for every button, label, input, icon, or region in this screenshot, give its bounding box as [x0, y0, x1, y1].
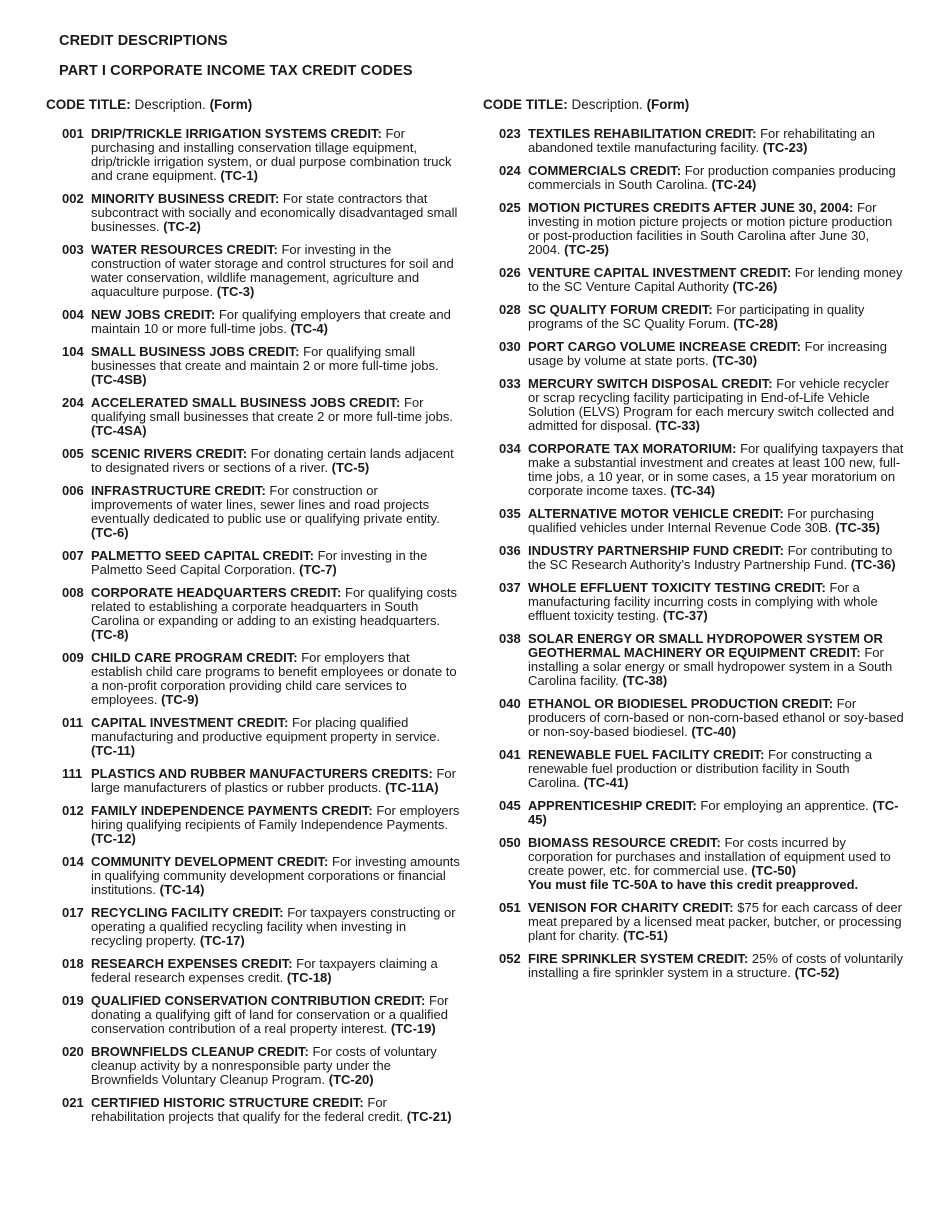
credit-body: [91, 804, 460, 846]
credit-entry: [62, 447, 460, 475]
credit-body: [528, 581, 904, 623]
credit-description: For taxpayers constructing or operating a qualified recycling facility when investing in recycling property.: [91, 905, 456, 948]
credit-form: (TC-38): [622, 673, 668, 688]
credit-form: (TC-36): [850, 557, 896, 572]
credit-title: TEXTILES REHABILITATION CREDIT:: [528, 126, 757, 141]
credit-code: 002: [62, 191, 84, 206]
credit-description: For state contractors that subcontract with socially and economically disadvantaged small businesses.: [91, 191, 458, 234]
credit-description: For placing qualified manufacturing and productive equipment property in service.: [91, 715, 441, 744]
credit-body: [91, 484, 460, 540]
credit-code: 017: [62, 905, 84, 920]
credit-body: [91, 447, 460, 475]
credit-entry: [499, 748, 904, 790]
credit-code: 012: [62, 803, 84, 818]
credit-form: (TC-40): [691, 724, 737, 739]
credit-description: For qualifying small businesses that create 2 or more full-time jobs.: [91, 395, 453, 424]
credit-body: [528, 748, 904, 790]
credit-form: (TC-11A): [385, 780, 439, 795]
credit-description: For participating in quality programs of the SC Quality Forum.: [528, 302, 865, 331]
credit-form: (TC-23): [762, 140, 808, 155]
credit-entry: [499, 164, 904, 192]
credit-title: INDUSTRY PARTNERSHIP FUND CREDIT:: [528, 543, 784, 558]
credit-code: 006: [62, 483, 84, 498]
credit-body: [528, 952, 904, 980]
credit-form: (TC-50): [751, 863, 797, 878]
credit-form: (TC-2): [163, 219, 201, 234]
credit-code: 040: [499, 696, 521, 711]
credit-body: [91, 994, 460, 1036]
credit-body: [91, 127, 460, 183]
credit-body: [528, 507, 904, 535]
credit-title: RECYCLING FACILITY CREDIT:: [91, 905, 284, 920]
credit-description: For qualifying employers that create and maintain 10 or more full-time jobs.: [91, 307, 451, 336]
credit-title: CERTIFIED HISTORIC STRUCTURE CREDIT:: [91, 1095, 364, 1110]
credit-entry: [499, 127, 904, 155]
credit-description: For employers that establish child care programs to benefit employees or donate to a non-profit corporation providing child care services to employees.: [91, 650, 457, 707]
credit-body: [528, 377, 904, 433]
credit-body: [91, 767, 460, 795]
credit-body: [91, 396, 460, 438]
credit-title: COMMERCIALS CREDIT:: [528, 163, 682, 178]
credit-description: For qualifying taxpayers that make a substantial investment and creates at least 100 new, full-time jobs, a 10 year, or in some cases, a 15 year moratorium on corporate income taxes.: [528, 441, 904, 498]
credit-entry: [62, 586, 460, 642]
credit-title: PLASTICS AND RUBBER MANUFACTURERS CREDITS:: [91, 766, 433, 781]
credit-code: 021: [62, 1095, 84, 1110]
credit-form: (TC-17): [199, 933, 245, 948]
credit-description: For investing in motion picture projects or motion picture production or post-production facilities in South Carolina after June 30, 2004.: [528, 200, 893, 257]
credit-body: [91, 549, 460, 577]
credit-body: [528, 836, 904, 892]
credit-entry: [499, 799, 904, 827]
credit-title: ACCELERATED SMALL BUSINESS JOBS CREDIT:: [91, 395, 401, 410]
credit-title: WHOLE EFFLUENT TOXICITY TESTING CREDIT:: [528, 580, 826, 595]
credit-title: DRIP/TRICKLE IRRIGATION SYSTEMS CREDIT:: [91, 126, 382, 141]
credit-code: 014: [62, 854, 84, 869]
credit-description: For lending money to the SC Venture Capital Authority: [528, 265, 903, 294]
credit-body: [528, 901, 904, 943]
credit-form: (TC-28): [733, 316, 778, 331]
credit-code: 037: [499, 580, 521, 595]
credit-description: For increasing usage by volume at state ports.: [528, 339, 888, 368]
credit-list-right: [499, 127, 904, 980]
credit-title: SOLAR ENERGY OR SMALL HYDROPOWER SYSTEM OR GEOTHERMAL MACHINERY OR EQUIPMENT CREDIT:: [528, 631, 883, 660]
credit-entry: [62, 308, 460, 336]
credit-title: COMMUNITY DEVELOPMENT CREDIT:: [91, 854, 329, 869]
credit-description: For investing in the construction of water storage and control structures for soil and water conservation, wildlife management, agriculture and aquaculture purpose.: [91, 242, 454, 299]
credit-form: (TC-52): [794, 965, 840, 980]
credit-description: For employing an apprentice.: [700, 798, 869, 813]
credit-list-left: [62, 127, 460, 1124]
credit-title: RESEARCH EXPENSES CREDIT:: [91, 956, 293, 971]
credit-description: For a manufacturing facility incurring costs in complying with whole effluent toxicity testing.: [528, 580, 878, 623]
credit-entry: [499, 340, 904, 368]
credit-description: For rehabilitating an abandoned textile manufacturing facility.: [528, 126, 875, 155]
credit-description: For purchasing qualified vehicles under Internal Revenue Code 30B.: [528, 506, 875, 535]
credit-body: [528, 127, 904, 155]
credit-form: (TC-4SA): [91, 423, 147, 438]
credit-body: [91, 243, 460, 299]
credit-description: For constructing a renewable fuel production or distribution facility in South Carolina.: [528, 747, 873, 790]
credit-title: CORPORATE HEADQUARTERS CREDIT:: [91, 585, 342, 600]
credit-form: (TC-5): [331, 460, 370, 475]
credit-body: [91, 716, 460, 758]
credit-title: PORT CARGO VOLUME INCREASE CREDIT:: [528, 339, 802, 354]
credit-description: For contributing to the SC Research Authority’s Industry Partnership Fund.: [528, 543, 893, 572]
credit-title: PALMETTO SEED CAPITAL CREDIT:: [91, 548, 314, 563]
credit-entry: [62, 1045, 460, 1087]
credit-form: (TC-9): [161, 692, 199, 707]
credit-description: $75 for each carcass of deer meat prepared by a licensed meat packer, butcher, or processing plant for charity.: [528, 900, 902, 943]
credit-entry: [62, 855, 460, 897]
credit-title: CAPITAL INVESTMENT CREDIT:: [91, 715, 289, 730]
credit-description: For investing in the Palmetto Seed Capital Corporation.: [91, 548, 428, 577]
credit-form: (TC-37): [662, 608, 708, 623]
credit-description: For installing a solar energy or small hydropower system in a South Carolina facility.: [528, 645, 893, 688]
credit-code: 051: [499, 900, 521, 915]
column-heading-right: [483, 97, 689, 112]
credit-body: [528, 544, 904, 572]
description-label: Description.: [571, 97, 643, 112]
credit-description: For donating certain lands adjacent to designated rivers or sections of a river.: [91, 446, 454, 475]
credit-code: 001: [62, 126, 84, 141]
credit-body: [91, 957, 460, 985]
credit-title: WATER RESOURCES CREDIT:: [91, 242, 278, 257]
credit-entry: [62, 484, 460, 540]
credit-title: RENEWABLE FUEL FACILITY CREDIT:: [528, 747, 765, 762]
credit-description: For purchasing and installing conservation tillage equipment, drip/trickle irrigation system, or dual purpose combination truck and crane equipment.: [91, 126, 452, 183]
credit-form: (TC-6): [91, 525, 129, 540]
credit-entry: [499, 901, 904, 943]
credit-title: MERCURY SWITCH DISPOSAL CREDIT:: [528, 376, 773, 391]
credit-description: For rehabilitation projects that qualify for the federal credit.: [91, 1095, 404, 1124]
credit-entry: [499, 581, 904, 623]
credit-form: (TC-4SB): [91, 372, 147, 387]
credit-body: [528, 164, 904, 192]
credit-code: 050: [499, 835, 521, 850]
credit-entry: [499, 507, 904, 535]
credit-body: [528, 201, 904, 257]
credit-title: VENISON FOR CHARITY CREDIT:: [528, 900, 734, 915]
credit-body: [91, 345, 460, 387]
credit-entry: [62, 994, 460, 1036]
credit-body: [528, 266, 904, 294]
credit-code: 204: [62, 395, 84, 410]
credit-description: For investing amounts in qualifying community development corporations or financial institutions.: [91, 854, 460, 897]
credit-form: (TC-12): [91, 831, 136, 846]
credit-code: 025: [499, 200, 521, 215]
credit-code: 023: [499, 126, 521, 141]
credit-code: 035: [499, 506, 521, 521]
credit-body: [91, 1096, 460, 1124]
credit-code: 030: [499, 339, 521, 354]
credit-form: (TC-33): [655, 418, 700, 433]
credit-title: SC QUALITY FORUM CREDIT:: [528, 302, 713, 317]
credit-title: SMALL BUSINESS JOBS CREDIT:: [91, 344, 300, 359]
credit-title: SCENIC RIVERS CREDIT:: [91, 446, 248, 461]
credit-title: CORPORATE TAX MORATORIUM:: [528, 441, 737, 456]
credit-form: (TC-7): [299, 562, 337, 577]
credit-title: QUALIFIED CONSERVATION CONTRIBUTION CREDIT:: [91, 993, 426, 1008]
credit-code: 018: [62, 956, 84, 971]
credit-title: MINORITY BUSINESS CREDIT:: [91, 191, 280, 206]
credit-description: For construction or improvements of water lines, sewer lines and road projects eventually dedicated to public use or qualifying private entity.: [91, 483, 440, 526]
credit-code: 003: [62, 242, 84, 257]
credit-entry: [62, 716, 460, 758]
credit-entry: [62, 1096, 460, 1124]
credit-form: (TC-25): [564, 242, 609, 257]
credit-form: (TC-4): [290, 321, 328, 336]
credit-note: You must file TC-50A to have this credit preapproved.: [528, 877, 859, 892]
form-label: (Form): [209, 97, 253, 112]
credit-code: 033: [499, 376, 521, 391]
credit-title: APPRENTICESHIP CREDIT:: [528, 798, 697, 813]
credit-entry: [62, 345, 460, 387]
credit-description: For large manufacturers of plastics or rubber products.: [91, 766, 456, 795]
credit-form: (TC-14): [159, 882, 205, 897]
credit-body: [91, 651, 460, 707]
credit-entry: [499, 544, 904, 572]
credit-body: [528, 799, 904, 827]
credit-code: 104: [62, 344, 84, 359]
credit-form: (TC-18): [286, 970, 332, 985]
credit-description: For qualifying costs related to establishing a corporate headquarters in South Carolina or expanding or adding to an existing headquarters.: [91, 585, 458, 628]
credit-entry: [62, 396, 460, 438]
credit-form: (TC-3): [216, 284, 255, 299]
credit-code: 008: [62, 585, 84, 600]
credit-entry: [499, 632, 904, 688]
credit-form: (TC-51): [623, 928, 668, 943]
credit-entry: [499, 952, 904, 980]
section-title: PART I CORPORATE INCOME TAX CREDIT CODES: [59, 63, 413, 79]
credit-entry: [62, 767, 460, 795]
credit-entry: [499, 201, 904, 257]
credit-entry: [62, 549, 460, 577]
credit-description: For costs of voluntary cleanup activity by a nonresponsible party under the Brownfields Voluntary Cleanup Program.: [91, 1044, 437, 1087]
credit-code: 009: [62, 650, 84, 665]
credit-entry: [499, 266, 904, 294]
credit-code: 028: [499, 302, 521, 317]
credit-entry: [62, 804, 460, 846]
credit-code: 019: [62, 993, 84, 1008]
credit-entry: [62, 243, 460, 299]
credit-body: [528, 632, 904, 688]
credit-body: [91, 855, 460, 897]
credit-form: (TC-30): [712, 353, 758, 368]
credit-form: (TC-11): [91, 743, 136, 758]
credit-body: [91, 906, 460, 948]
credit-entry: [499, 377, 904, 433]
credit-title: FAMILY INDEPENDENCE PAYMENTS CREDIT:: [91, 803, 373, 818]
credit-form: (TC-26): [732, 279, 778, 294]
code-title-label: CODE TITLE:: [483, 97, 568, 112]
credit-code: 111: [62, 766, 83, 781]
credit-form: (TC-1): [220, 168, 258, 183]
credit-entry: [62, 127, 460, 183]
credit-title: FIRE SPRINKLER SYSTEM CREDIT:: [528, 951, 749, 966]
credit-code: 004: [62, 307, 84, 322]
credit-code: 041: [499, 747, 521, 762]
credit-body: [91, 308, 460, 336]
credit-description: For employers hiring qualifying recipients of Family Independence Payments.: [91, 803, 460, 832]
credit-description: For vehicle recycler or scrap recycling facility participating in End-of-Life Vehicle Solution (ELVS) Program for each mercury switch collected and admitted for disposal.: [528, 376, 895, 433]
credit-form: (TC-19): [390, 1021, 436, 1036]
credit-body: [91, 192, 460, 234]
credit-entry: [499, 836, 904, 892]
credit-form: (TC-35): [835, 520, 880, 535]
credit-entry: [499, 697, 904, 739]
column-heading-left: [46, 97, 252, 112]
credit-code: 020: [62, 1044, 84, 1059]
credit-body: [91, 586, 460, 642]
credit-entry: [62, 906, 460, 948]
credit-form: (TC-45): [528, 798, 899, 827]
form-label: (Form): [646, 97, 690, 112]
credit-description: For donating a qualifying gift of land for conservation or a qualified conservation contribution of a real property interest.: [91, 993, 449, 1036]
credit-code: 026: [499, 265, 521, 280]
code-title-label: CODE TITLE:: [46, 97, 131, 112]
credit-code: 007: [62, 548, 84, 563]
credit-description: 25% of costs of voluntarily installing a fire sprinkler system in a structure.: [528, 951, 903, 980]
credit-code: 034: [499, 441, 521, 456]
credit-description: For taxpayers claiming a federal research expenses credit.: [91, 956, 438, 985]
credit-title: INFRASTRUCTURE CREDIT:: [91, 483, 266, 498]
credit-description: For producers of corn-based or non-corn-based ethanol or soy-based or non-soy-based biodiesel.: [528, 696, 904, 739]
credit-entry: [62, 192, 460, 234]
credit-description: For production companies producing commercials in South Carolina.: [528, 163, 896, 192]
credit-code: 036: [499, 543, 521, 558]
credit-body: [528, 303, 904, 331]
credit-code: 052: [499, 951, 521, 966]
credit-body: [528, 697, 904, 739]
credit-code: 038: [499, 631, 521, 646]
credit-body: [91, 1045, 460, 1087]
credit-title: ALTERNATIVE MOTOR VEHICLE CREDIT:: [528, 506, 784, 521]
credit-form: (TC-8): [91, 627, 129, 642]
credit-form: (TC-41): [583, 775, 629, 790]
description-label: Description.: [134, 97, 206, 112]
credit-form: (TC-34): [670, 483, 716, 498]
credit-title: NEW JOBS CREDIT:: [91, 307, 216, 322]
credit-code: 045: [499, 798, 521, 813]
credit-entry: [62, 957, 460, 985]
credit-title: ETHANOL OR BIODIESEL PRODUCTION CREDIT:: [528, 696, 834, 711]
credit-title: VENTURE CAPITAL INVESTMENT CREDIT:: [528, 265, 792, 280]
credit-code: 005: [62, 446, 84, 461]
credit-code: 011: [62, 715, 83, 730]
credit-form: (TC-20): [328, 1072, 374, 1087]
page-title: CREDIT DESCRIPTIONS: [59, 33, 228, 49]
credit-entry: [499, 303, 904, 331]
credit-body: [528, 442, 904, 498]
credit-code: 024: [499, 163, 521, 178]
credit-form: (TC-24): [711, 177, 757, 192]
credit-title: BIOMASS RESOURCE CREDIT:: [528, 835, 721, 850]
credit-entry: [62, 651, 460, 707]
credit-description: For qualifying small businesses that create and maintain 2 or more full-time jobs.: [91, 344, 439, 373]
credit-form: (TC-21): [406, 1109, 452, 1124]
credit-entry: [499, 442, 904, 498]
credit-description: For costs incurred by corporation for purchases and installation of equipment used to create power, etc. for commercial use.: [528, 835, 891, 878]
credit-title: CHILD CARE PROGRAM CREDIT:: [91, 650, 298, 665]
credit-body: [528, 340, 904, 368]
credit-title: MOTION PICTURES CREDITS AFTER JUNE 30, 2004:: [528, 200, 854, 215]
credit-title: BROWNFIELDS CLEANUP CREDIT:: [91, 1044, 309, 1059]
